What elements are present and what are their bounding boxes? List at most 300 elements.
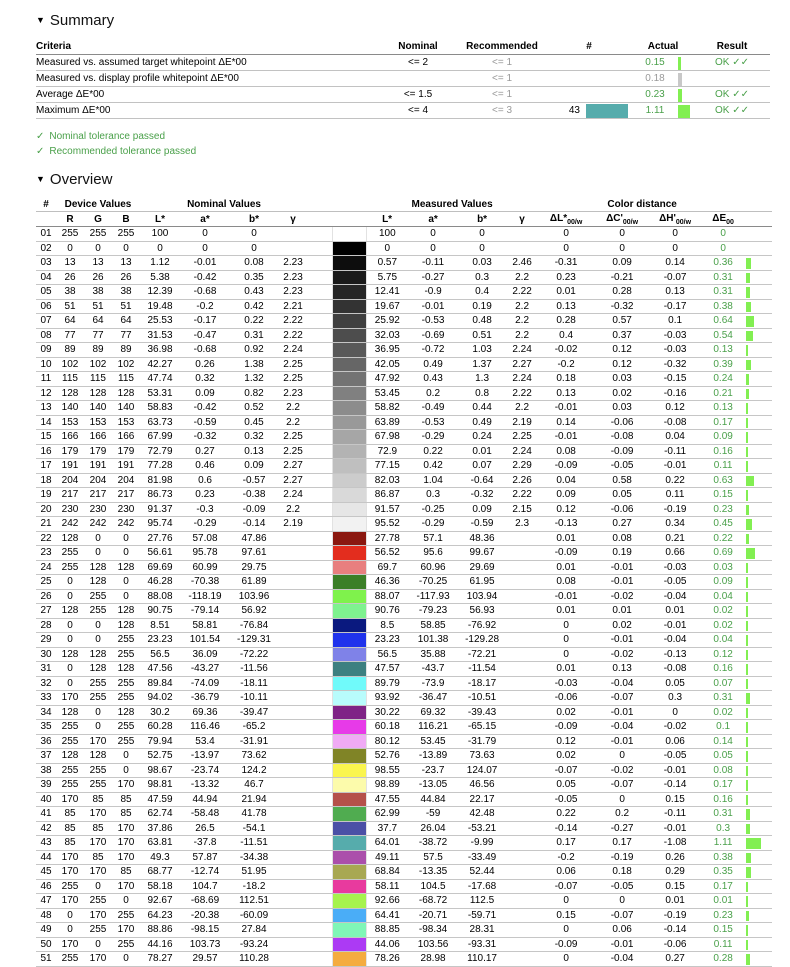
measured-a: -0.9 <box>408 285 458 300</box>
delta-L-value: -0.13 <box>538 517 594 532</box>
device-g: 191 <box>84 459 112 474</box>
spacer <box>308 792 332 807</box>
nominal-a: 36.09 <box>180 647 230 662</box>
measured-gamma <box>506 879 538 894</box>
delta-H-value: 0.29 <box>650 865 700 880</box>
device-b: 255 <box>112 720 140 735</box>
col-r: R <box>56 212 84 227</box>
nominal-gamma <box>278 647 308 662</box>
measured-L: 23.23 <box>366 633 408 648</box>
device-g: 26 <box>84 270 112 285</box>
measured-a: -117.93 <box>408 589 458 604</box>
nominal-a: 0.46 <box>180 459 230 474</box>
measured-b: 61.95 <box>458 575 506 590</box>
delta-e-value: 0.16 <box>700 662 746 677</box>
measured-gamma: 2.3 <box>506 517 538 532</box>
delta-e-bar <box>746 865 772 880</box>
spacer <box>308 705 332 720</box>
measured-gamma: 2.15 <box>506 502 538 517</box>
device-g: 170 <box>84 865 112 880</box>
patch-index: 01 <box>36 227 56 242</box>
nominal-L: 69.69 <box>140 560 180 575</box>
device-r: 89 <box>56 343 84 358</box>
color-swatch <box>332 879 366 894</box>
patch-index: 20 <box>36 502 56 517</box>
delta-C-value: 0 <box>594 894 650 909</box>
col-nominal-gamma: γ <box>278 212 308 227</box>
nominal-a: -23.74 <box>180 763 230 778</box>
nominal-a: 57.87 <box>180 850 230 865</box>
nominal-a: 101.54 <box>180 633 230 648</box>
device-g: 0 <box>84 879 112 894</box>
delta-C-value: 0.05 <box>594 488 650 503</box>
col-g: G <box>84 212 112 227</box>
delta-e-bar <box>746 778 772 793</box>
nominal-a: 0.23 <box>180 488 230 503</box>
nominal-gamma <box>278 879 308 894</box>
spacer <box>308 821 332 836</box>
delta-H-value: -0.03 <box>650 560 700 575</box>
nominal-a: 29.57 <box>180 952 230 967</box>
spacer <box>308 633 332 648</box>
delta-H-value: 0.01 <box>650 604 700 619</box>
delta-e-bar <box>746 952 772 967</box>
nominal-b: -65.2 <box>230 720 278 735</box>
nominal-L: 46.28 <box>140 575 180 590</box>
delta-e-value: 0.04 <box>700 633 746 648</box>
spacer <box>308 372 332 387</box>
nominal-L: 81.98 <box>140 473 180 488</box>
patch-index: 36 <box>36 734 56 749</box>
measured-b: 46.56 <box>458 778 506 793</box>
delta-H-value: -0.01 <box>650 618 700 633</box>
device-g: 170 <box>84 952 112 967</box>
measured-b: 1.03 <box>458 343 506 358</box>
measured-a: -0.25 <box>408 502 458 517</box>
nominal-b: 0.35 <box>230 270 278 285</box>
measured-a: -0.29 <box>408 517 458 532</box>
device-r: 85 <box>56 807 84 822</box>
delta-C-value: 0.03 <box>594 401 650 416</box>
delta-L-value: 0.01 <box>538 531 594 546</box>
table-row <box>36 386 772 401</box>
spacer <box>308 589 332 604</box>
table-row <box>36 662 772 677</box>
nominal-gamma <box>278 633 308 648</box>
measured-L: 8.5 <box>366 618 408 633</box>
color-swatch <box>332 604 366 619</box>
measured-L: 36.95 <box>366 343 408 358</box>
nominal-b: 0.52 <box>230 401 278 416</box>
nominal-b: 41.78 <box>230 807 278 822</box>
patch-index: 19 <box>36 488 56 503</box>
table-row <box>36 473 772 488</box>
nominal-a: 58.81 <box>180 618 230 633</box>
table-row <box>36 546 772 561</box>
color-swatch <box>332 459 366 474</box>
table-row <box>36 908 772 923</box>
spacer <box>308 647 332 662</box>
device-g: 128 <box>84 647 112 662</box>
nominal-L: 64.23 <box>140 908 180 923</box>
measured-a: -0.49 <box>408 401 458 416</box>
measured-a: 28.98 <box>408 952 458 967</box>
delta-C-value: 0 <box>594 792 650 807</box>
summary-section-header[interactable] <box>36 12 772 29</box>
delta-C-value: 0 <box>594 227 650 242</box>
nominal-L: 52.75 <box>140 749 180 764</box>
bar-column-header <box>746 197 772 212</box>
delta-e-value: 0.08 <box>700 763 746 778</box>
device-g: 140 <box>84 401 112 416</box>
nominal-L: 62.74 <box>140 807 180 822</box>
patch-index: 34 <box>36 705 56 720</box>
delta-L-value: 0.05 <box>538 778 594 793</box>
device-g: 51 <box>84 299 112 314</box>
nominal-tolerance-note: ✓ Nominal tolerance passed <box>36 131 166 142</box>
measured-L: 12.41 <box>366 285 408 300</box>
device-r: 170 <box>56 865 84 880</box>
delta-L-value: 0 <box>538 923 594 938</box>
delta-H-value: -0.13 <box>650 647 700 662</box>
nominal-gamma <box>278 937 308 952</box>
measured-b: -53.21 <box>458 821 506 836</box>
measured-b: 99.67 <box>458 546 506 561</box>
nominal-L: 27.76 <box>140 531 180 546</box>
measured-b: 1.37 <box>458 357 506 372</box>
patch-index: 45 <box>36 865 56 880</box>
measured-gamma: 2.2 <box>506 314 538 329</box>
delta-C-value: -0.07 <box>594 691 650 706</box>
device-b: 170 <box>112 879 140 894</box>
nominal-a: -0.42 <box>180 401 230 416</box>
delta-L-value: -0.09 <box>538 937 594 952</box>
measured-L: 82.03 <box>366 473 408 488</box>
color-swatch <box>332 821 366 836</box>
patch-index: 37 <box>36 749 56 764</box>
patch-index: 06 <box>36 299 56 314</box>
table-row <box>36 401 772 416</box>
summary-table <box>36 38 770 119</box>
nominal-gamma: 2.25 <box>278 357 308 372</box>
table-row <box>36 314 772 329</box>
table-row <box>36 778 772 793</box>
delta-e-bar <box>746 734 772 749</box>
measured-a: 26.04 <box>408 821 458 836</box>
count-value <box>546 55 586 71</box>
table-row <box>36 807 772 822</box>
color-swatch <box>332 865 366 880</box>
device-b: 13 <box>112 256 140 271</box>
measured-b: 0.24 <box>458 430 506 445</box>
measured-L: 42.05 <box>366 357 408 372</box>
delta-e-value: 0.63 <box>700 473 746 488</box>
patch-index: 49 <box>36 923 56 938</box>
device-g: 38 <box>84 285 112 300</box>
device-r: 170 <box>56 792 84 807</box>
spacer <box>308 749 332 764</box>
patch-index: 03 <box>36 256 56 271</box>
delta-e-value: 0.11 <box>700 937 746 952</box>
nominal-gamma <box>278 241 308 256</box>
col-delta-L: $\Delta L*_{00/w}$ <box>538 212 594 227</box>
nominal-L: 0 <box>140 241 180 256</box>
delta-H-value: 0.1 <box>650 314 700 329</box>
nominal-a: 0 <box>180 227 230 242</box>
delta-e-bar <box>746 720 772 735</box>
nominal-L: 58.83 <box>140 401 180 416</box>
group-device-values: Device Values <box>56 197 140 212</box>
nominal-L: 37.86 <box>140 821 180 836</box>
spacer <box>308 850 332 865</box>
delta-L-value: 0.12 <box>538 734 594 749</box>
table-row <box>36 952 772 967</box>
device-b: 153 <box>112 415 140 430</box>
device-g: 255 <box>84 778 112 793</box>
delta-H-value: -0.11 <box>650 444 700 459</box>
device-g: 128 <box>84 662 112 677</box>
delta-e-bar <box>746 763 772 778</box>
patch-index: 05 <box>36 285 56 300</box>
nominal-L: 56.61 <box>140 546 180 561</box>
device-b: 102 <box>112 357 140 372</box>
nominal-gamma <box>278 749 308 764</box>
delta-e-bar <box>746 937 772 952</box>
table-row <box>36 415 772 430</box>
patch-index: 51 <box>36 952 56 967</box>
measured-L: 56.5 <box>366 647 408 662</box>
measured-b: 124.07 <box>458 763 506 778</box>
delta-e-value: 0.38 <box>700 299 746 314</box>
nominal-a: -0.01 <box>180 256 230 271</box>
delta-C-value: -0.04 <box>594 720 650 735</box>
device-g: 153 <box>84 415 112 430</box>
measured-gamma: 2.24 <box>506 372 538 387</box>
col-nominal: Nominal <box>378 38 458 55</box>
measured-gamma <box>506 241 538 256</box>
table-row <box>36 343 772 358</box>
measured-L: 53.45 <box>366 386 408 401</box>
table-row <box>36 560 772 575</box>
spacer <box>308 879 332 894</box>
measured-gamma <box>506 763 538 778</box>
col-result: Result <box>694 38 770 55</box>
device-r: 0 <box>56 662 84 677</box>
delta-L-value: 0.09 <box>538 488 594 503</box>
measured-gamma <box>506 908 538 923</box>
col-count: # <box>546 38 632 55</box>
max-patch-swatch <box>586 103 632 119</box>
table-row <box>36 227 772 242</box>
nominal-a: -0.17 <box>180 314 230 329</box>
nominal-L: 36.98 <box>140 343 180 358</box>
color-swatch <box>332 763 366 778</box>
delta-e-bar <box>746 923 772 938</box>
measured-b: -59.71 <box>458 908 506 923</box>
nominal-gamma: 2.23 <box>278 285 308 300</box>
color-swatch <box>332 633 366 648</box>
device-b: 128 <box>112 618 140 633</box>
measured-b: -65.15 <box>458 720 506 735</box>
nominal-L: 56.5 <box>140 647 180 662</box>
nominal-a: -58.48 <box>180 807 230 822</box>
device-g: 230 <box>84 502 112 517</box>
measured-b: -0.32 <box>458 488 506 503</box>
color-swatch <box>332 894 366 909</box>
nominal-a: -20.38 <box>180 908 230 923</box>
device-r: 0 <box>56 633 84 648</box>
col-measured-L: L* <box>366 212 408 227</box>
spacer <box>308 430 332 445</box>
color-swatch <box>332 647 366 662</box>
table-row <box>36 531 772 546</box>
delta-e-bar <box>746 357 772 372</box>
measured-gamma <box>506 662 538 677</box>
nominal-gamma <box>278 836 308 851</box>
delta-e-value: 0.23 <box>700 908 746 923</box>
device-g: 102 <box>84 357 112 372</box>
nominal-b: 29.75 <box>230 560 278 575</box>
delta-L-value: -0.31 <box>538 256 594 271</box>
nominal-gamma: 2.2 <box>278 401 308 416</box>
actual-bar <box>678 87 694 103</box>
color-swatch <box>332 589 366 604</box>
measured-L: 47.55 <box>366 792 408 807</box>
nominal-gamma <box>278 792 308 807</box>
table-row <box>36 430 772 445</box>
color-swatch <box>332 560 366 575</box>
measured-L: 56.52 <box>366 546 408 561</box>
actual-bar <box>678 55 694 71</box>
device-r: 170 <box>56 894 84 909</box>
nominal-b: 124.2 <box>230 763 278 778</box>
delta-e-value: 0.31 <box>700 270 746 285</box>
device-b: 170 <box>112 850 140 865</box>
nominal-a: 44.94 <box>180 792 230 807</box>
nominal-gamma: 2.27 <box>278 473 308 488</box>
patch-index: 42 <box>36 821 56 836</box>
nominal-gamma <box>278 662 308 677</box>
device-r: 166 <box>56 430 84 445</box>
patch-index: 08 <box>36 328 56 343</box>
nominal-a: 0 <box>180 241 230 256</box>
measured-gamma: 2.2 <box>506 299 538 314</box>
table-row <box>36 604 772 619</box>
measured-L: 5.75 <box>366 270 408 285</box>
nominal-L: 92.67 <box>140 894 180 909</box>
delta-e-bar <box>746 372 772 387</box>
measured-L: 64.01 <box>366 836 408 851</box>
nominal-gamma <box>278 575 308 590</box>
delta-e-value: 0.15 <box>700 488 746 503</box>
nominal-b: 51.95 <box>230 865 278 880</box>
measured-a: 0.42 <box>408 459 458 474</box>
delta-e-bar <box>746 604 772 619</box>
color-swatch <box>332 546 366 561</box>
nominal-gamma: 2.23 <box>278 270 308 285</box>
nominal-b: 0.09 <box>230 459 278 474</box>
nominal-a: -0.47 <box>180 328 230 343</box>
nominal-L: 31.53 <box>140 328 180 343</box>
delta-e-bar <box>746 691 772 706</box>
patch-index: 31 <box>36 662 56 677</box>
color-swatch <box>332 517 366 532</box>
table-row <box>36 575 772 590</box>
nominal-b: 73.62 <box>230 749 278 764</box>
device-b: 64 <box>112 314 140 329</box>
color-swatch <box>332 720 366 735</box>
delta-L-value: -0.01 <box>538 589 594 604</box>
spacer <box>308 357 332 372</box>
spacer <box>308 517 332 532</box>
delta-L-value: 0.01 <box>538 285 594 300</box>
delta-e-value: 0.09 <box>700 430 746 445</box>
device-b: 26 <box>112 270 140 285</box>
nominal-L: 19.48 <box>140 299 180 314</box>
delta-H-value: -0.15 <box>650 372 700 387</box>
delta-L-value: -0.09 <box>538 546 594 561</box>
nominal-gamma <box>278 778 308 793</box>
delta-H-value: -0.11 <box>650 807 700 822</box>
overview-section-header[interactable] <box>36 171 772 188</box>
measured-L: 58.82 <box>366 401 408 416</box>
nominal-gamma <box>278 676 308 691</box>
device-b: 217 <box>112 488 140 503</box>
device-g: 85 <box>84 850 112 865</box>
color-swatch <box>332 705 366 720</box>
nominal-b: 47.86 <box>230 531 278 546</box>
recommended-value: <= 1 <box>458 71 546 87</box>
delta-H-value: 0.04 <box>650 430 700 445</box>
table-row <box>36 734 772 749</box>
delta-e-value: 0.28 <box>700 952 746 967</box>
delta-L-value: 0.08 <box>538 444 594 459</box>
measured-L: 30.22 <box>366 705 408 720</box>
measured-b: 0.51 <box>458 328 506 343</box>
nominal-L: 42.27 <box>140 357 180 372</box>
device-r: 0 <box>56 241 84 256</box>
table-row <box>36 517 772 532</box>
delta-C-value: 0.58 <box>594 473 650 488</box>
delta-L-value: -0.03 <box>538 676 594 691</box>
nominal-b: 103.96 <box>230 589 278 604</box>
measured-L: 95.52 <box>366 517 408 532</box>
device-g: 255 <box>84 604 112 619</box>
delta-e-bar <box>746 749 772 764</box>
measured-a: -13.35 <box>408 865 458 880</box>
spacer <box>308 227 332 242</box>
patch-index: 04 <box>36 270 56 285</box>
delta-e-bar <box>746 488 772 503</box>
delta-H-value: 0.34 <box>650 517 700 532</box>
measured-b: 110.17 <box>458 952 506 967</box>
color-swatch <box>332 531 366 546</box>
device-b: 140 <box>112 401 140 416</box>
measured-a: -0.11 <box>408 256 458 271</box>
measured-b: -10.51 <box>458 691 506 706</box>
spacer <box>308 444 332 459</box>
measured-a: 44.84 <box>408 792 458 807</box>
measured-a: 116.21 <box>408 720 458 735</box>
spacer <box>308 328 332 343</box>
nominal-gamma <box>278 850 308 865</box>
measured-L: 44.06 <box>366 937 408 952</box>
delta-e-value: 0.36 <box>700 256 746 271</box>
measured-gamma: 2.22 <box>506 285 538 300</box>
delta-e-value: 0.02 <box>700 618 746 633</box>
patch-index: 22 <box>36 531 56 546</box>
nominal-b: -10.11 <box>230 691 278 706</box>
